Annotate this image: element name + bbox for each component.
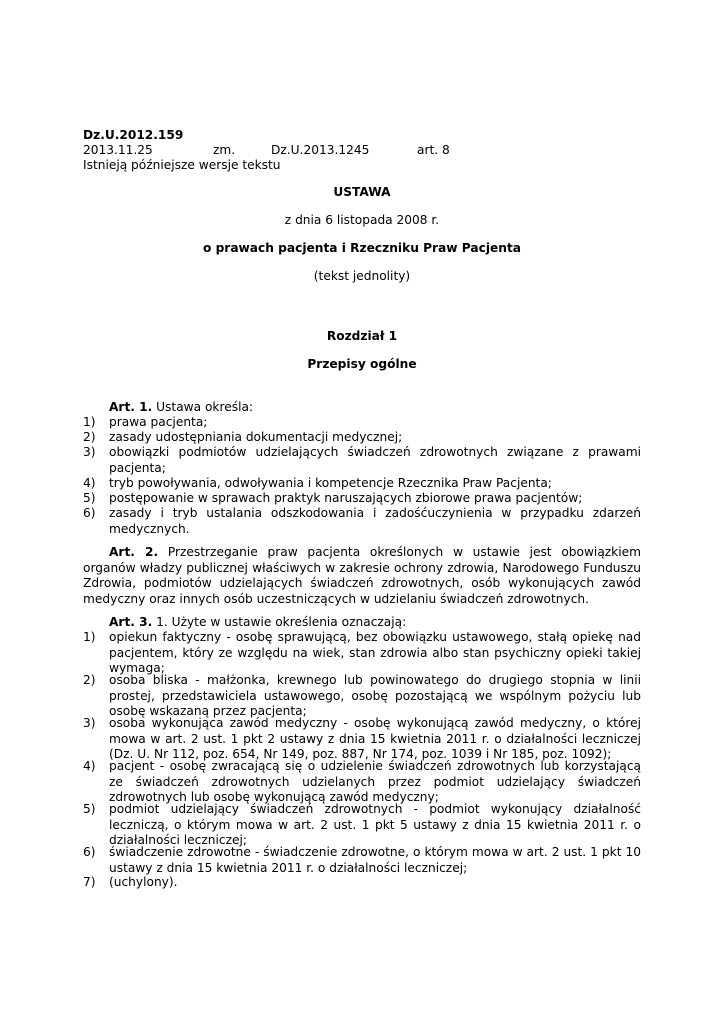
list-item: 3) obowiązki podmiotów udzielających świadczeń zdrowotnych związane z prawami pacjenta; [83,445,641,475]
list-item: 2) osoba bliska - małżonka, krewnego lub powinowatego do drugiego stopnia w linii prostej, przedstawiciela ustawowego, osobę pozostającą we wspólnym pożyciu lub osobę wskazaną przez pacjenta; [83,673,641,718]
list-item: 5) podmiot udzielający świadczeń zdrowotnych - podmiot wykonujący działalność leczniczą, o którym mowa w art. 2 ust. 1 pkt 5 ustawy z dnia 15 kwietnia 2011 r. o działalności leczniczej; [83,802,641,847]
art1-intro: Ustawa określa: [156,400,254,414]
art2-paragraph [83,545,641,607]
chapter-title: Przepisy ogólne [307,357,417,371]
doc-id: Dz.U.2012.159 [83,128,184,142]
act-note: (tekst jednolity) [313,269,411,283]
art3-label: Art. 3. [109,615,153,629]
change-date: 2013.11.25 [83,143,153,157]
list-item: 3) osoba wykonująca zawód medyczny - osobę wykonującą zawód medyczny, o której mowa w art. 2 ust. 1 pkt 2 ustawy z dnia 15 kwietnia 2011 r. o działalności leczniczej (Dz. U. Nr 112, poz. 654, Nr 149, poz. 887, Nr 174, poz. 1039 i Nr 185, poz. 1092); [83,716,641,761]
change-art: art. 8 [417,143,450,157]
chapter-label: Rozdział 1 [326,329,398,343]
art1-label: Art. 1. [109,400,153,414]
list-item: 2) zasady udostępniania dokumentacji medycznej; [83,430,403,444]
list-item: 1) opiekun faktyczny - osobę sprawującą, bez obowiązku ustawowego, stałą opiekę nad pacjentem, który ze względu na wiek, stan zdrowia albo stan psychiczny opieki takiej wymaga; [83,630,641,675]
list-item: 4) tryb powoływania, odwoływania i kompetencje Rzecznika Praw Pacjenta; [83,476,552,490]
list-item: 1) prawa pacjenta; [83,415,208,429]
change-ref: Dz.U.2013.1245 [271,143,370,157]
list-item: 4) pacjent - osobę zwracającą się o udzielenie świadczeń zdrowotnych lub korzystającą ze świadczeń zdrowotnych udzielanych przez podmiot udzielający świadczeń zdrowotnych lub osobę wykonującą zawód medyczny; [83,759,641,804]
act-title: o prawach pacjenta i Rzeczniku Praw Pacjenta [202,241,522,255]
art2-label: Art. 2. [109,545,159,559]
list-item: 6) zasady i tryb ustalania odszkodowania i zadośćuczynienia w przypadku zdarzeń medycznych. [83,506,641,536]
list-item: 5) postępowanie w sprawach praktyk naruszających zbiorowe prawa pacjentów; [83,491,583,505]
list-item: 6) świadczenie zdrowotne - świadczenie zdrowotne, o którym mowa w art. 2 ust. 1 pkt 10 ustawy z dnia 15 kwietnia 2011 r. o działalności leczniczej; [83,845,641,875]
art1-heading [83,400,641,416]
list-item: 7) (uchylony). [83,875,178,889]
change-type: zm. [213,143,236,157]
act-date: z dnia 6 listopada 2008 r. [284,213,440,227]
versions-note: Istnieją późniejsze wersje tekstu [83,158,281,172]
act-kind: USTAWA [333,185,391,199]
art3-heading [83,615,641,631]
change-row [83,143,643,159]
art3-intro: 1. Użyte w ustawie określenia oznaczają: [156,615,407,629]
art2-text: Przestrzeganie praw pacjenta określonych w ustawie jest obowiązkiem organów władzy publicznej właściwych w zakresie ochrony zdrowia, Narodowego Funduszu Zdrowia, podmiotów udzielających świadczeń zdrowotnych, osób wykonujących zawód medyczny oraz innych osób uczestniczących w udzielaniu świadczeń zdrowotnych. [83,545,641,606]
